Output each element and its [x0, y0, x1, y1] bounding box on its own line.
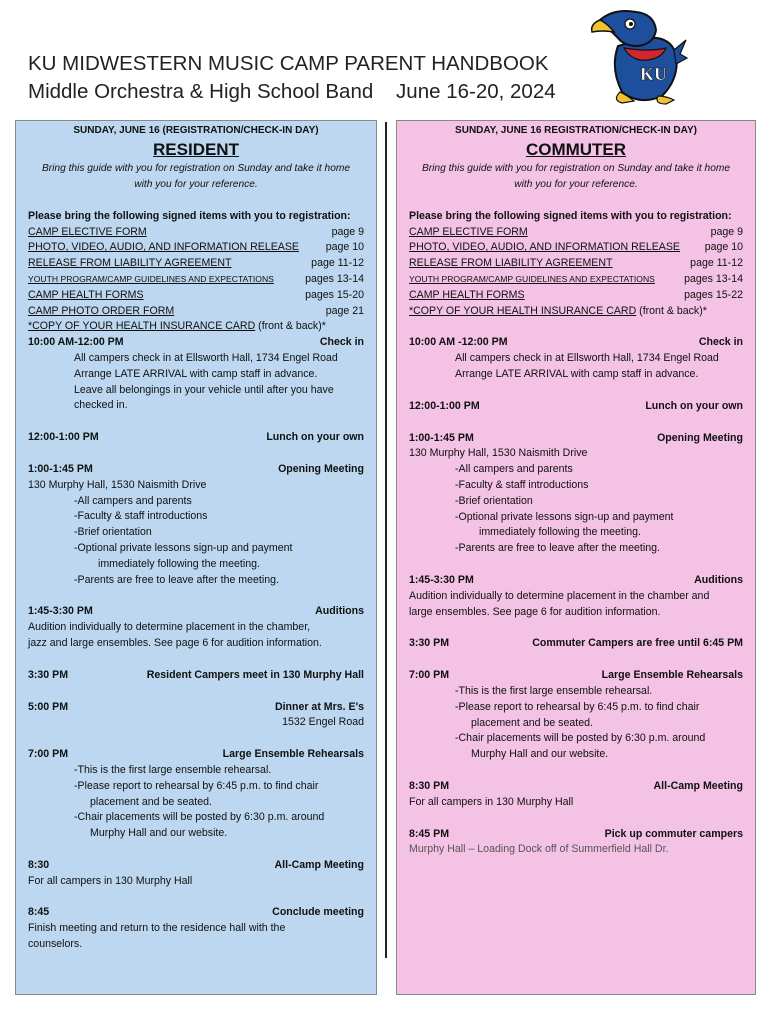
detail-line: checked in.: [74, 399, 128, 412]
logo-text: KU: [640, 64, 667, 84]
event: Auditions: [694, 573, 743, 586]
event: Lunch on your own: [645, 399, 743, 412]
time: 5:00 PM: [28, 700, 69, 713]
commuter-title: COMMUTER: [525, 139, 627, 159]
time: 1:00-1:45 PM: [409, 431, 474, 444]
event: Check in: [698, 336, 743, 349]
time: 1:45-3:30 PM: [28, 605, 93, 618]
schedule-entry: [409, 335, 743, 351]
commuter-item[interactable]: [409, 288, 743, 304]
schedule-entry: [409, 668, 743, 684]
detail-line: large ensembles. See page 6 for audition information.: [409, 605, 661, 618]
resident-item[interactable]: [28, 256, 364, 272]
commuter-day-title: SUNDAY, JUNE 16 REGISTRATION/CHECK-IN DAY): [455, 125, 697, 136]
item-page: pages 13-14: [684, 272, 743, 285]
insurance-label[interactable]: *COPY OF YOUR HEALTH INSURANCE CARD: [409, 304, 637, 317]
event: Check in: [319, 336, 364, 349]
item-name[interactable]: RELEASE FROM LIABILITY AGREEMENT: [409, 257, 613, 270]
detail-line: Leave all belongings in your vehicle until after you have: [74, 383, 334, 396]
event: All-Camp Meeting: [274, 858, 364, 871]
detail-line: -Faculty & staff introductions: [455, 478, 589, 491]
resident-bring-label: Please bring the following signed items with you to registration:: [28, 209, 351, 222]
time: 10:00 AM-12:00 PM: [28, 336, 124, 349]
detail-line: -Parents are free to leave after the meeting.: [74, 573, 279, 586]
detail-line: -This is the first large ensemble rehearsal.: [74, 763, 272, 776]
schedule-entry: [28, 747, 364, 763]
detail-line: For all campers in 130 Murphy Hall: [28, 874, 193, 887]
item-page: page 11-12: [311, 257, 364, 270]
detail-line: Arrange LATE ARRIVAL with camp staff in advance.: [74, 367, 318, 380]
item-page: page 11-12: [690, 257, 743, 270]
resident-title: RESIDENT: [153, 139, 239, 159]
resident-item[interactable]: [28, 272, 364, 288]
detail-line: -All campers and parents: [455, 463, 573, 476]
commuter-insurance[interactable]: [409, 304, 743, 320]
schedule-entry: [28, 858, 364, 874]
resident-item[interactable]: [28, 225, 364, 241]
item-name[interactable]: CAMP PHOTO ORDER FORM: [28, 304, 175, 317]
insurance-label[interactable]: *COPY OF YOUR HEALTH INSURANCE CARD: [28, 320, 256, 333]
detail-line: 130 Murphy Hall, 1530 Naismith Drive: [28, 478, 207, 491]
detail-line: Murphy Hall and our website.: [90, 827, 228, 840]
time: 7:00 PM: [28, 748, 69, 761]
resident-day-title: SUNDAY, JUNE 16 (REGISTRATION/CHECK-IN DAY): [73, 125, 319, 136]
resident-panel: [15, 120, 377, 995]
detail-line: All campers check in at Ellsworth Hall, 1734 Engel Road: [455, 352, 719, 365]
time: 8:30 PM: [409, 779, 450, 792]
event: Commuter Campers are free until 6:45 PM: [532, 637, 743, 650]
detail-line: -Brief orientation: [74, 526, 152, 539]
commuter-intro: Bring this guide with you for registration on Sunday and take it home with you for your reference.: [421, 162, 731, 190]
item-name[interactable]: CAMP HEALTH FORMS: [409, 288, 525, 301]
commuter-item[interactable]: [409, 272, 743, 288]
detail-line: -Chair placements will be posted by 6:30 p.m. around: [455, 732, 706, 745]
detail-line: -Please report to rehearsal by 6:45 p.m. to find chair: [74, 779, 319, 792]
detail-line: Audition individually to determine placement in the chamber and: [409, 589, 710, 602]
detail-line: -All campers and parents: [74, 494, 192, 507]
time: 1:45-3:30 PM: [409, 573, 474, 586]
event: Lunch on your own: [266, 431, 364, 444]
detail-line: -This is the first large ensemble rehearsal.: [455, 684, 653, 697]
schedule-entry: [28, 604, 364, 620]
item-name[interactable]: RELEASE FROM LIABILITY AGREEMENT: [28, 257, 232, 270]
schedule-entry: [28, 430, 364, 446]
detail-line: placement and be seated.: [90, 795, 212, 808]
resident-item[interactable]: [28, 240, 364, 256]
event: Conclude meeting: [272, 906, 364, 919]
detail-line: Audition individually to determine placement in the chamber,: [28, 621, 311, 634]
event: Dinner at Mrs. E's: [274, 700, 364, 713]
time: 7:00 PM: [409, 669, 450, 682]
schedule-entry: [409, 399, 743, 415]
detail-line: For all campers in 130 Murphy Hall: [409, 795, 574, 808]
commuter-panel: [396, 120, 756, 995]
insurance-suffix: (front & back)*: [636, 304, 707, 317]
commuter-item[interactable]: [409, 225, 743, 241]
detail-line: Finish meeting and return to the residence hall with the: [28, 922, 286, 935]
detail-line: -Brief orientation: [455, 494, 533, 507]
commuter-bring-label: Please bring the following signed items with you to registration:: [409, 209, 732, 222]
item-name[interactable]: YOUTH PROGRAM/CAMP GUIDELINES AND EXPECTATIONS: [409, 273, 655, 284]
schedule-entry: [28, 700, 364, 716]
item-name[interactable]: YOUTH PROGRAM/CAMP GUIDELINES AND EXPECTATIONS: [28, 273, 274, 284]
time: 8:45 PM: [409, 827, 450, 840]
detail-line: -Parents are free to leave after the meeting.: [455, 542, 660, 555]
item-page: page 10: [325, 241, 364, 254]
resident-item[interactable]: [28, 304, 364, 320]
event: Pick up commuter campers: [604, 827, 743, 840]
event: Large Ensemble Rehearsals: [601, 669, 743, 682]
detail-line: immediately following the meeting.: [479, 526, 641, 539]
detail-line: 130 Murphy Hall, 1530 Naismith Drive: [409, 447, 588, 460]
event: Large Ensemble Rehearsals: [222, 748, 364, 761]
column-divider: [385, 122, 387, 958]
resident-insurance[interactable]: [28, 319, 364, 335]
commuter-item[interactable]: [409, 256, 743, 272]
schedule-entry: [409, 827, 743, 843]
detail-line: -Faculty & staff introductions: [74, 510, 208, 523]
schedule-entry: [28, 668, 364, 684]
schedule-entry: [409, 636, 743, 652]
detail-line: immediately following the meeting.: [98, 557, 260, 570]
detail-line: Murphy Hall and our website.: [471, 748, 609, 761]
item-name[interactable]: CAMP HEALTH FORMS: [28, 288, 144, 301]
detail-line: -Optional private lessons sign-up and payment: [455, 510, 674, 523]
time: 1:00-1:45 PM: [28, 462, 93, 475]
time: 8:45: [28, 906, 50, 919]
item-page: page 9: [710, 225, 743, 238]
item-page: page 10: [704, 241, 743, 254]
detail-line: Murphy Hall – Loading Dock off of Summerfield Hall Dr.: [409, 843, 669, 856]
item-name[interactable]: PHOTO, VIDEO, AUDIO, AND INFORMATION RELEASE: [28, 241, 299, 254]
item-page: page 21: [325, 304, 364, 317]
item-page: page 9: [331, 225, 364, 238]
detail-line: jazz and large ensembles. See page 6 for audition information.: [28, 636, 322, 649]
jayhawk-logo: [588, 6, 688, 106]
insurance-suffix: (front & back)*: [255, 320, 326, 333]
resident-item[interactable]: [28, 288, 364, 304]
resident-intro: Bring this guide with you for registration on Sunday and take it home with you for your reference.: [41, 162, 351, 190]
time: 12:00-1:00 PM: [28, 431, 99, 444]
commuter-item[interactable]: [409, 240, 743, 256]
schedule-entry: [409, 431, 743, 447]
item-name[interactable]: CAMP ELECTIVE FORM: [409, 225, 528, 238]
event: Auditions: [315, 605, 364, 618]
detail-line: counselors.: [28, 938, 83, 951]
schedule-entry: [409, 573, 743, 589]
time: 3:30 PM: [409, 637, 450, 650]
schedule-entry: [28, 905, 364, 921]
item-name[interactable]: CAMP ELECTIVE FORM: [28, 225, 147, 238]
detail-line: Arrange LATE ARRIVAL with camp staff in advance.: [455, 367, 699, 380]
schedule-entry: [409, 779, 743, 795]
item-page: pages 15-20: [305, 288, 364, 301]
page-header: [28, 50, 556, 106]
item-name[interactable]: PHOTO, VIDEO, AUDIO, AND INFORMATION RELEASE: [409, 241, 680, 254]
event: All-Camp Meeting: [653, 779, 743, 792]
time: 12:00-1:00 PM: [409, 399, 480, 412]
event: Resident Campers meet in 130 Murphy Hall: [146, 668, 364, 681]
detail-line: -Chair placements will be posted by 6:30 p.m. around: [74, 811, 325, 824]
detail-line: -Please report to rehearsal by 6:45 p.m. to find chair: [455, 700, 700, 713]
detail-line: 1532 Engel Road: [282, 716, 364, 729]
event: Opening Meeting: [657, 431, 743, 444]
page-title: KU MIDWESTERN MUSIC CAMP PARENT HANDBOOK: [28, 52, 549, 75]
detail-line: placement and be seated.: [471, 716, 593, 729]
time: 3:30 PM: [28, 668, 69, 681]
detail-line: All campers check in at Ellsworth Hall, 1734 Engel Road: [74, 351, 338, 364]
schedule-entry: [28, 462, 364, 478]
schedule-entry: [28, 335, 364, 351]
event: Opening Meeting: [278, 462, 364, 475]
page-subtitle: Middle Orchestra & High School Band June 16-20, 2024: [28, 80, 556, 103]
detail-line: -Optional private lessons sign-up and payment: [74, 541, 293, 554]
time: 10:00 AM -12:00 PM: [409, 336, 508, 349]
time: 8:30: [28, 858, 50, 871]
item-page: pages 15-22: [684, 288, 743, 301]
item-page: pages 13-14: [305, 272, 364, 285]
